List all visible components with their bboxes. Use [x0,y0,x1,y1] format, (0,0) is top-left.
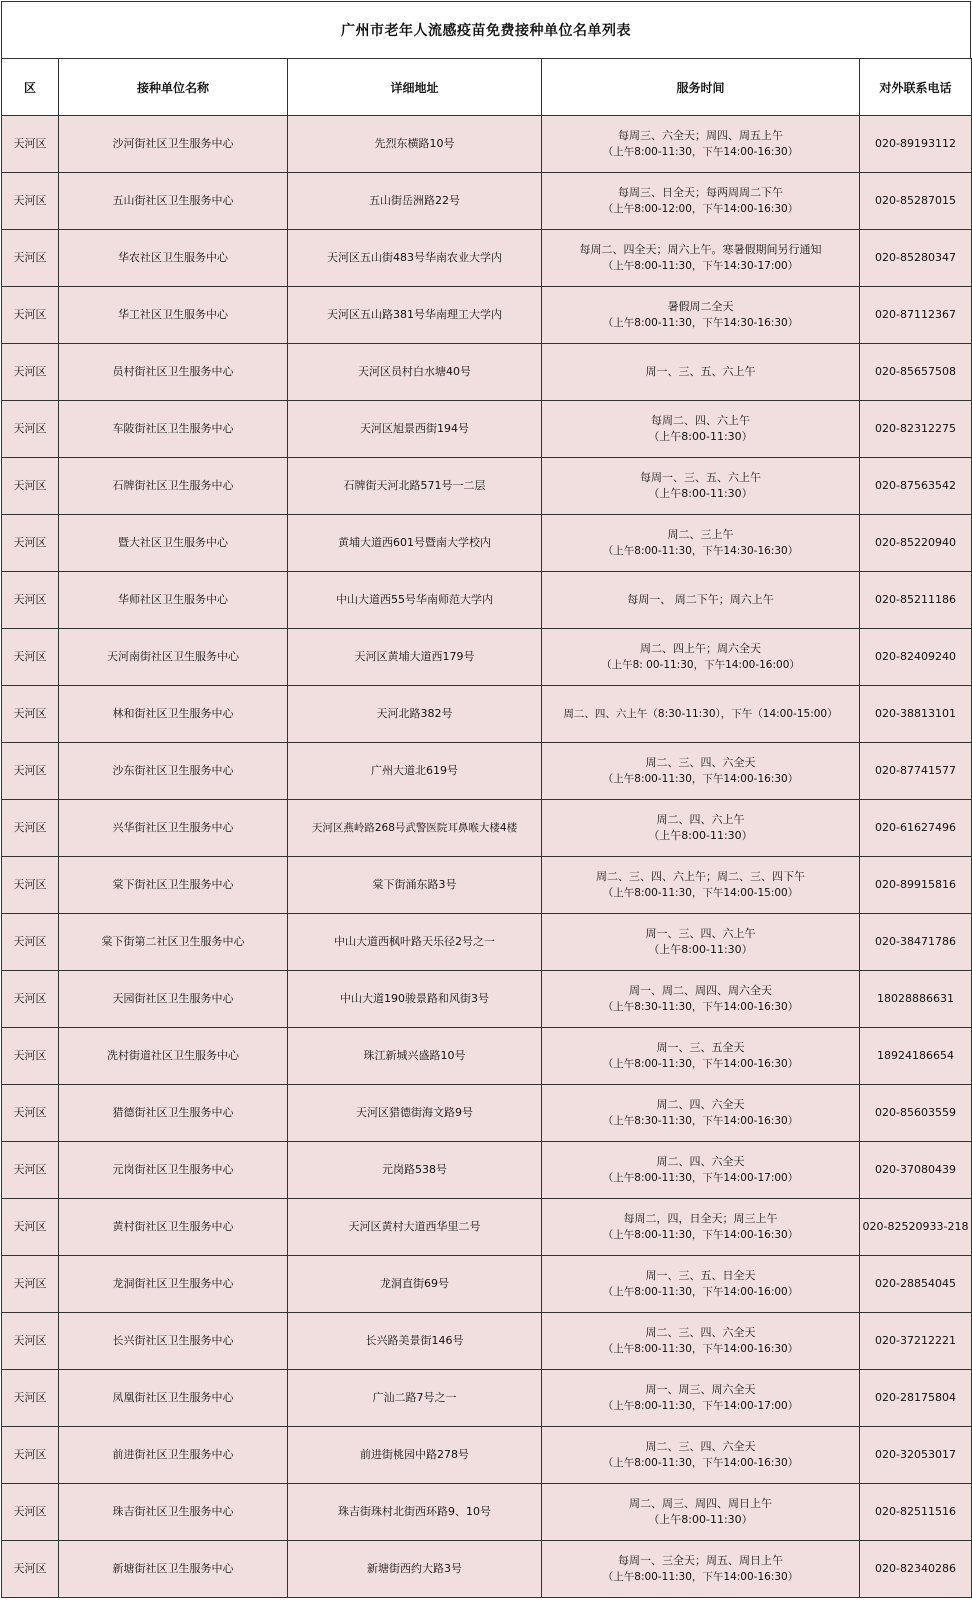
address-cell: 长兴路美景街146号 [288,1313,542,1370]
district-cell: 天河区 [2,1028,59,1085]
table-row [2,1370,972,1427]
table-row [2,287,972,344]
service-time-line: （上午8:00-11:30，下午14:30-16:30） [602,317,799,329]
phone-cell: 020-28175804 [860,1370,972,1427]
table-row [2,515,972,572]
service-time-cell [542,1142,860,1199]
district-cell: 天河区 [2,1484,59,1541]
service-time-line: 周一、三、四、六上午 [645,927,756,940]
table-row [2,1199,972,1256]
service-time-line: （上午8:00-11:30） [648,430,753,443]
service-time-line: （上午8:00-11:30，下午14:30-16:30） [602,545,799,557]
table-row [2,1484,972,1541]
table-row [2,401,972,458]
service-time-line: 周一、三、五、日全天 [645,1269,756,1282]
phone-cell: 020-85657508 [860,344,972,401]
service-time-line: （上午8:00-11:30） [648,829,753,842]
header-address: 详细地址 [288,59,542,116]
service-time-cell [542,344,860,401]
service-time-cell [542,1256,860,1313]
phone-cell: 020-82340286 [860,1541,972,1598]
table-title: 广州市老年人流感疫苗免费接种单位名单列表 [1,1,971,58]
service-time-cell [542,1370,860,1427]
service-time-line: （上午8: 00-11:30，下午14:00-16:00） [601,659,800,671]
district-cell: 天河区 [2,1427,59,1484]
service-time-line: 每周二、四、六上午 [651,414,750,427]
service-time-line: 周二、三、四、六上午；周二、三、四下午 [596,870,805,883]
district-cell: 天河区 [2,1370,59,1427]
address-cell: 中山大道西枫叶路天乐径2号之一 [288,914,542,971]
service-time-cell [542,971,860,1028]
district-cell: 天河区 [2,1313,59,1370]
table-row [2,629,972,686]
address-cell: 天河区黄村大道西华里二号 [288,1199,542,1256]
phone-cell: 020-85603559 [860,1085,972,1142]
service-time-line: 每周二，四，日全天；周三上午 [623,1212,778,1225]
district-cell: 天河区 [2,857,59,914]
service-time-line: 每周一、三、五、六上午 [640,471,761,484]
phone-cell: 020-89193112 [860,116,972,173]
service-time-cell [542,572,860,629]
site-name-cell: 石牌街社区卫生服务中心 [59,458,288,515]
service-time-line: 周二、三、四、六全天 [645,756,756,769]
service-time-line: （上午8:00-11:30） [648,943,753,956]
service-time-cell [542,401,860,458]
site-name-cell: 前进街社区卫生服务中心 [59,1427,288,1484]
address-cell: 广州大道北619号 [288,743,542,800]
site-name-cell: 沙东街社区卫生服务中心 [59,743,288,800]
table-row [2,743,972,800]
phone-cell: 020-87741577 [860,743,972,800]
address-cell: 黄埔大道西601号暨南大学校内 [288,515,542,572]
district-cell: 天河区 [2,914,59,971]
service-time-line: （上午8:00-11:30，下午14:30-17:00） [602,260,799,272]
service-time-line: 周一、周三、周六全天 [645,1383,756,1396]
service-time-line: （上午8:00-11:30，下午14:00-16:30） [602,1457,799,1469]
service-time-line: 周一、三、五、六上午 [645,365,756,378]
service-time-line: （上午8:00-11:30） [648,1513,753,1526]
service-time-line: 周二、三、四、六全天 [645,1440,756,1453]
service-time-cell [542,743,860,800]
service-time-cell [542,1313,860,1370]
service-time-line: （上午8:00-11:30，下午14:00-16:30） [602,1058,799,1070]
service-time-cell [542,914,860,971]
service-time-line: 周二、四、六上午（8:30-11:30），下午（14:00-15:00） [563,708,838,720]
district-cell: 天河区 [2,686,59,743]
district-cell: 天河区 [2,1541,59,1598]
service-time-cell [542,173,860,230]
phone-cell: 020-82520933-218 [860,1199,972,1256]
district-cell: 天河区 [2,1142,59,1199]
site-name-cell: 五山街社区卫生服务中心 [59,173,288,230]
table-row [2,686,972,743]
service-time-line: 周二、四、六全天 [656,1098,745,1111]
table-row [2,914,972,971]
service-time-line: 每周三、日全天；每两周周二下午 [618,186,783,199]
phone-cell: 020-87112367 [860,287,972,344]
phone-cell: 020-38471786 [860,914,972,971]
address-cell: 天河区五山街483号华南农业大学内 [288,230,542,287]
phone-cell: 020-87563542 [860,458,972,515]
table-row [2,116,972,173]
service-time-cell [542,287,860,344]
service-time-line: 每周一、三全天；周五、周日上午 [618,1554,783,1567]
table-row [2,344,972,401]
service-time-line: （上午8:00-11:30，下午14:00-17:00） [602,1400,799,1412]
service-time-cell [542,1199,860,1256]
service-time-line: 周二、三上午 [667,528,734,541]
service-time-cell [542,116,860,173]
address-cell: 天河区员村白水塘40号 [288,344,542,401]
service-time-line: 周二、三、四、六全天 [645,1326,756,1339]
phone-cell: 020-28854045 [860,1256,972,1313]
service-time-line: 周二、四上午；周六全天 [640,642,761,655]
table-row [2,857,972,914]
service-time-line: 每周一、 周二下午；周六上午 [627,593,774,606]
phone-cell: 020-85220940 [860,515,972,572]
site-name-cell: 长兴街社区卫生服务中心 [59,1313,288,1370]
district-cell: 天河区 [2,1085,59,1142]
district-cell: 天河区 [2,173,59,230]
site-name-cell: 车陂街社区卫生服务中心 [59,401,288,458]
address-cell: 先烈东横路10号 [288,116,542,173]
district-cell: 天河区 [2,1256,59,1313]
address-cell: 天河北路382号 [288,686,542,743]
table-row [2,230,972,287]
address-cell: 中山大道190骏景路和风街3号 [288,971,542,1028]
site-name-cell: 龙洞街社区卫生服务中心 [59,1256,288,1313]
table-row [2,971,972,1028]
address-cell: 广汕二路7号之一 [288,1370,542,1427]
address-cell: 龙洞直街69号 [288,1256,542,1313]
service-time-line: （上午8:00-11:30，下午14:00-16:30） [602,1229,799,1241]
table-row [2,1142,972,1199]
header-row [2,59,972,116]
address-cell: 新塘街西约大路3号 [288,1541,542,1598]
header-district: 区 [2,59,59,116]
service-time-cell [542,686,860,743]
address-cell: 天河区猎德街海文路9号 [288,1085,542,1142]
site-name-cell: 暨大社区卫生服务中心 [59,515,288,572]
site-name-cell: 凤凰街社区卫生服务中心 [59,1370,288,1427]
sheet [1,1,971,1598]
header-service-time: 服务时间 [542,59,860,116]
phone-cell: 18924186654 [860,1028,972,1085]
phone-cell: 020-32053017 [860,1427,972,1484]
address-cell: 前进街桃园中路278号 [288,1427,542,1484]
district-cell: 天河区 [2,572,59,629]
district-cell: 天河区 [2,116,59,173]
service-time-line: （上午8:00-11:30，下午14:00-16:30） [602,1571,799,1583]
site-name-cell: 员村街社区卫生服务中心 [59,344,288,401]
address-cell: 中山大道西55号华南师范大学内 [288,572,542,629]
address-cell: 五山街岳洲路22号 [288,173,542,230]
service-time-line: （上午8:30-11:30，下午14:00-16:30） [602,1115,799,1127]
site-name-cell: 兴华街社区卫生服务中心 [59,800,288,857]
address-cell: 天河区五山路381号华南理工大学内 [288,287,542,344]
site-name-cell: 珠吉街社区卫生服务中心 [59,1484,288,1541]
phone-cell: 020-37212221 [860,1313,972,1370]
phone-cell: 020-38813101 [860,686,972,743]
table-body [2,116,972,1598]
site-name-cell: 华农社区卫生服务中心 [59,230,288,287]
address-cell: 天河区燕岭路268号武警医院耳鼻喉大楼4楼 [288,800,542,857]
address-cell: 天河区黄埔大道西179号 [288,629,542,686]
site-name-cell: 冼村街道社区卫生服务中心 [59,1028,288,1085]
site-name-cell: 天河南街社区卫生服务中心 [59,629,288,686]
phone-cell: 020-82409240 [860,629,972,686]
district-cell: 天河区 [2,458,59,515]
service-time-line: 周一、三、五全天 [656,1041,745,1054]
service-time-line: （上午8:00-11:30） [648,487,753,500]
site-name-cell: 棠下街社区卫生服务中心 [59,857,288,914]
service-time-line: （上午8:30-11:30，下午14:00-16:30） [602,1001,799,1013]
phone-cell: 020-82312275 [860,401,972,458]
site-name-cell: 猎德街社区卫生服务中心 [59,1085,288,1142]
service-time-line: （上午8:00-11:30，下午14:00-16:30） [602,773,799,785]
address-cell: 石牌街天河北路571号一二层 [288,458,542,515]
table-row [2,1427,972,1484]
service-time-line: 周二、四、六全天 [656,1155,745,1168]
table-row [2,1541,972,1598]
phone-cell: 020-85280347 [860,230,972,287]
service-time-cell [542,1484,860,1541]
service-time-cell [542,629,860,686]
service-time-line: （上午8:00-11:30，下午14:00-16:30） [602,1343,799,1355]
service-time-cell [542,800,860,857]
site-name-cell: 黄村街社区卫生服务中心 [59,1199,288,1256]
service-time-line: 每周二、四全天；周六上午。寒暑假期间另行通知 [579,243,822,256]
address-cell: 珠吉街珠村北街西环路9、10号 [288,1484,542,1541]
service-time-line: 周二、四、六上午 [656,813,745,826]
district-cell: 天河区 [2,287,59,344]
district-cell: 天河区 [2,230,59,287]
site-name-cell: 元岗街社区卫生服务中心 [59,1142,288,1199]
table-row [2,1085,972,1142]
vaccination-sites-table [1,58,972,1598]
address-cell: 元岗路538号 [288,1142,542,1199]
service-time-line: 每周三、六全天；周四、周五上午 [618,129,783,142]
phone-cell: 18028886631 [860,971,972,1028]
phone-cell: 020-82511516 [860,1484,972,1541]
address-cell: 棠下街涌东路3号 [288,857,542,914]
table-row [2,1313,972,1370]
table-row [2,1256,972,1313]
site-name-cell: 天园街社区卫生服务中心 [59,971,288,1028]
district-cell: 天河区 [2,515,59,572]
header-site-name: 接种单位名称 [59,59,288,116]
district-cell: 天河区 [2,629,59,686]
table-row [2,572,972,629]
service-time-line: 周一、周二、周四、周六全天 [629,984,772,997]
site-name-cell: 棠下街第二社区卫生服务中心 [59,914,288,971]
service-time-cell [542,1541,860,1598]
site-name-cell: 沙河街社区卫生服务中心 [59,116,288,173]
service-time-line: （上午8:00-11:30，下午14:00-16:00） [602,1286,799,1298]
table-row [2,173,972,230]
table-row [2,1028,972,1085]
service-time-cell [542,1427,860,1484]
phone-cell: 020-37080439 [860,1142,972,1199]
service-time-cell [542,458,860,515]
district-cell: 天河区 [2,401,59,458]
district-cell: 天河区 [2,344,59,401]
service-time-cell [542,230,860,287]
address-cell: 天河区旭景西街194号 [288,401,542,458]
site-name-cell: 华工社区卫生服务中心 [59,287,288,344]
table-row [2,800,972,857]
service-time-cell [542,515,860,572]
service-time-line: 暑假周二全天 [667,300,734,313]
district-cell: 天河区 [2,800,59,857]
phone-cell: 020-85287015 [860,173,972,230]
site-name-cell: 华师社区卫生服务中心 [59,572,288,629]
district-cell: 天河区 [2,743,59,800]
service-time-line: （上午8:00-11:30，下午14:00-15:00） [602,887,799,899]
phone-cell: 020-61627496 [860,800,972,857]
service-time-line: 周二、周三、周四、周日上午 [629,1497,772,1510]
header-phone: 对外联系电话 [860,59,972,116]
table-row [2,458,972,515]
service-time-cell [542,857,860,914]
address-cell: 珠江新城兴盛路10号 [288,1028,542,1085]
site-name-cell: 林和街社区卫生服务中心 [59,686,288,743]
site-name-cell: 新塘街社区卫生服务中心 [59,1541,288,1598]
district-cell: 天河区 [2,1199,59,1256]
district-cell: 天河区 [2,971,59,1028]
service-time-line: （上午8:00-12:00，下午14:00-16:30） [602,203,799,215]
service-time-cell [542,1028,860,1085]
phone-cell: 020-89915816 [860,857,972,914]
service-time-line: （上午8:00-11:30，下午14:00-16:30） [602,146,799,158]
service-time-line: （上午8:00-11:30，下午14:00-17:00） [602,1172,799,1184]
phone-cell: 020-85211186 [860,572,972,629]
service-time-cell [542,1085,860,1142]
